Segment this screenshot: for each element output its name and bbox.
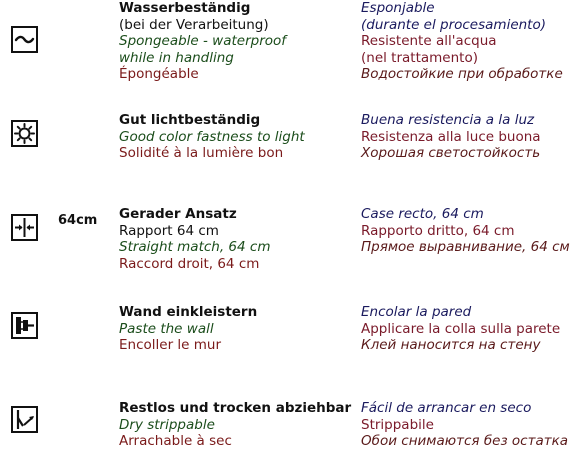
dry-strippable-icon xyxy=(11,406,38,433)
right-text-block xyxy=(361,206,570,256)
text-ru: Прямое выравнивание, 64 см xyxy=(361,239,570,255)
mid-text-block xyxy=(119,112,305,162)
mid-text-block xyxy=(119,0,286,83)
mid-text-block xyxy=(119,400,351,450)
text-en-cont: while in handling xyxy=(119,49,234,66)
water-wave-icon xyxy=(11,26,38,53)
text-ru: Хорошая светостойкость xyxy=(361,145,541,161)
mid-text-block xyxy=(119,304,257,354)
text-de-rapport: Rapport 64 cm xyxy=(119,222,219,239)
text-ru: Водостойкие при обработке xyxy=(361,66,563,82)
text-es: Esponjable xyxy=(361,0,435,16)
text-en: Dry strippable xyxy=(119,416,215,433)
straight-match-icon xyxy=(11,214,38,241)
text-en: Paste the wall xyxy=(119,320,214,337)
text-it: Rapporto dritto, 64 cm xyxy=(361,222,515,239)
text-de: Gerader Ansatz xyxy=(119,206,237,222)
right-text-block xyxy=(361,304,560,354)
paste-the-wall-icon xyxy=(11,312,38,339)
text-de: Gut lichtbeständig xyxy=(119,112,261,128)
text-es-note: (durante el procesamiento) xyxy=(361,16,547,33)
text-de: Wasserbeständig xyxy=(119,0,251,16)
sun-icon xyxy=(11,120,38,147)
text-de: Wand einkleistern xyxy=(119,304,258,320)
text-it: Resistenza alla luce buona xyxy=(361,128,541,145)
text-en: Spongeable - waterproof xyxy=(119,33,287,49)
text-fr: Encoller le mur xyxy=(119,337,222,353)
text-en: Straight match, 64 cm xyxy=(119,239,271,255)
text-it: Resistente all'acqua xyxy=(361,33,497,49)
text-en: Good color fastness to light xyxy=(119,128,305,145)
right-text-block xyxy=(361,0,563,83)
text-it-note: (nel trattamento) xyxy=(361,49,478,66)
text-de-note: (bei der Verarbeitung) xyxy=(119,16,269,33)
text-fr: Épongéable xyxy=(119,66,199,82)
text-it: Applicare la colla sulla parete xyxy=(361,320,561,337)
text-ru: Клей наносится на стену xyxy=(361,337,541,353)
text-fr: Raccord droit, 64 cm xyxy=(119,255,260,272)
text-es: Encolar la pared xyxy=(361,304,472,320)
mid-text-block xyxy=(119,206,270,272)
right-text-block xyxy=(361,400,568,450)
right-text-block xyxy=(361,112,541,162)
text-de: Restlos und trocken abziehbar xyxy=(119,400,352,416)
text-es: Fácil de arrancar en seco xyxy=(361,400,532,416)
text-fr: Solidité à la lumière bon xyxy=(119,145,284,161)
text-es: Case recto, 64 cm xyxy=(361,206,484,222)
text-fr: Arrachable à sec xyxy=(119,433,232,449)
text-ru: Обои снимаются без остатка xyxy=(361,433,569,449)
text-it: Strippabile xyxy=(361,416,434,433)
match-size-label: 64cm xyxy=(58,213,98,228)
text-es: Buena resistencia a la luz xyxy=(361,112,535,128)
